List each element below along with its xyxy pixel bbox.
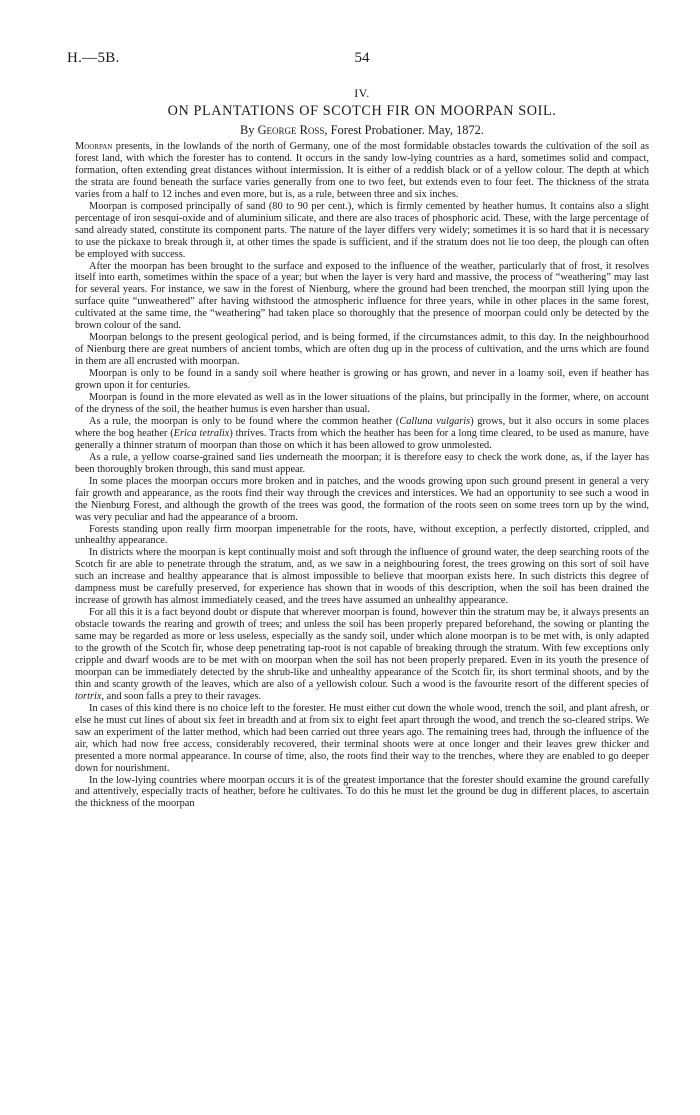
byline-prefix: By [240, 123, 255, 137]
paragraph: In districts where the moorpan is kept continually moist and soft through the influence of ground water, the deep searching roots of the Scotch fir are able to penetrate through the stratum, and, as we saw in a neighbouring forest, the trees growing on this sort of soil have such an increase and healthy appearance that is almost impossible to believe that moorpan exists here. In such districts this degree of dampness must be carefully preserved, for experience has shown that in woods of this description, when the soil has been drained the increase of growth has almost immediately ceased, and the trees have assumed an unhealthy appearance. [75, 547, 649, 607]
article-body [75, 141, 649, 810]
paragraph: In some places the moorpan occurs more broken and in patches, and the woods growing upon such ground present in general a very fair growth and appearance, as the roots find their way through the crevices and interstices. We had an opportunity to see such a wood in the Nienburg Forest, and although the growth of the trees was good, the formation of the roots seen on some trees torn up by the wind, was very peculiar and had the appearance of a broom. [75, 475, 649, 523]
section-number: IV. [354, 86, 370, 100]
lead-word: Moorpan [75, 141, 113, 152]
paragraph: As a rule, a yellow coarse-grained sand lies underneath the moorpan; it is therefore easy to check the work done, as, if the layer has been thoroughly broken through, this sand must appear. [75, 451, 649, 475]
paragraph [75, 607, 649, 703]
species-name: Erica tetralix [173, 427, 230, 439]
paragraph: Moorpan belongs to the present geological period, and is being formed, if the circumstances admit, to this day. In the neighbourhood of Nienburg there are great numbers of ancient tombs, which are often dug up in the process of cultivation, and the urns which are found in them are all encrusted with moorpan. [75, 332, 649, 368]
paragraph [75, 141, 649, 201]
byline-details: , Forest Probationer. May, 1872. [324, 123, 484, 137]
paragraph-text: For all this it is a fact beyond doubt or dispute that wherever moorpan is found, however thin the stratum may be, it always presents an obstacle towards the rearing and growth of trees; and unless the soil has been properly prepared beforehand, the sowing or planting the same may be regarded as more or less useless, especially as the sandy soil, under which alone moorpan is to be met with, is only adapted to the growth of the Scotch fir, whose deep penetrating tap-root is not capable of breaking through the stratum. With few exceptions only cripple and dwarf woods are to be met with on moorpan when the soil has not been properly prepared. Even in its youth the presence of moorpan can be immediately detected by the shrub-like and unhealthy appearance of the Scotch fir, its short terminal shoots, and by the thin and scanty growth of the leaves, which are also of a yellowish colour. Such a wood is the favourite resort of the different species of [75, 607, 649, 690]
paragraph: Moorpan is composed principally of sand (80 to 90 per cent.), which is firmly cemented by heather humus. It contains also a slight percentage of iron sesqui-oxide and of aluminium silicate, and there are also traces of phosphoric acid. These, with the large percentage of sand already stated, constitute its component parts. The nature of the layer differs very widely; sometimes it is so hard that it is necessary to use the pickaxe to break through it, at other times the spade is sufficient, and if the stratum does not lie too deep, the plough can often be employed with success. [75, 200, 649, 260]
paragraph-text: , and soon falls a prey to their ravages. [101, 690, 262, 702]
author-name: George Ross [257, 123, 325, 137]
paragraph: After the moorpan has been brought to the surface and exposed to the influence of the weather, particularly that of frost, it resolves itself into earth, sometimes within the space of a year; but when the layer is very hard and massive, the process of “weathering” may last for several years. For instance, we saw in the forest of Nienburg, where the ground had been trenched, the moorpan still lying upon the surface quite “unweathered” after having withstood the atmospheric influence for three years, while in other places in the same forest, cultivated at the same time, the “weathering” had taken place so thoroughly that the presence of moorpan could only be detected by the brown colour of the sand. [75, 260, 649, 332]
page-number: 54 [354, 50, 370, 66]
page-header [67, 50, 649, 70]
document-page [67, 0, 649, 810]
paragraph: In the low-lying countries where moorpan occurs it is of the greatest importance that the forester should examine the ground carefully and attentively, especially tracts of heather, before he cultivates. To do this he must let the ground be dug in different places, to ascertain the thickness of the moorpan [75, 774, 649, 810]
species-name: tortrix [75, 690, 102, 702]
byline [75, 123, 649, 138]
paragraph: Moorpan is found in the more elevated as well as in the lower situations of the plains, but principally in the former, where, on account of the dryness of the soil, the heather humus is even harsher than usual. [75, 392, 649, 415]
document-reference: H.—5B. [67, 50, 120, 66]
paragraph [75, 416, 649, 452]
paragraph: Forests standing upon really firm moorpan impenetrable for the roots, have, without exception, a perfectly distorted, crippled, and unhealthy appearance. [75, 523, 649, 547]
paragraph: Moorpan is only to be found in a sandy soil where heather is growing or has grown, and never in a loamy soil, even if heather has grown upon it for centuries. [75, 368, 649, 392]
species-name: Calluna vulgaris [399, 415, 471, 427]
paragraph: In cases of this kind there is no choice left to the forester. He must either cut down the whole wood, trench the soil, and plant afresh, or else he must cut lines of about six feet in breadth and at from six to eight feet apart through the wood, and trench the so-cleared strips. We saw an experiment of the latter method, which had been carried out three years ago. The remaining trees had, through the influence of the air, which had now free access, considerably recovered, their terminal shoots were at once longer and their leaves grew thicker and presented a more normal appearance. In course of time, also, the roots find their way to the trenches, where they are enabled to go deeper down for nourishment. [75, 702, 649, 774]
article-title: ON PLANTATIONS OF SCOTCH FIR ON MOORPAN SOIL. [167, 103, 557, 119]
paragraph-text: As a rule, the moorpan is only to be found where the common heather ( [89, 415, 400, 427]
paragraph-text: ) thrives. Tracts from which the heather has been for a long time cleared, to be used as manure, have generally a thinner stratum of moorpan than those on which it has been allowed to grow unmolested. [75, 427, 649, 451]
paragraph-text: ) grows, but it also occurs in some places where the bog heather ( [75, 415, 649, 439]
paragraph-text: presents, in the lowlands of the north of Germany, one of the most formidable obstacles towards the cultivation of the soil as forest land, with which the forester has to contend. It occurs in the sandy low-lying countries as a hard, sometimes solid and compact, formation, often extending great distances without intermission. It is either of a reddish black or of a yellow colour. The depth at which the strata are found beneath the surface varies generally from one to two feet, but extends even to four feet. The thickness of the strata varies from a half to 12 inches and even more, but is, as a rule, between three and six inches. [75, 141, 649, 200]
